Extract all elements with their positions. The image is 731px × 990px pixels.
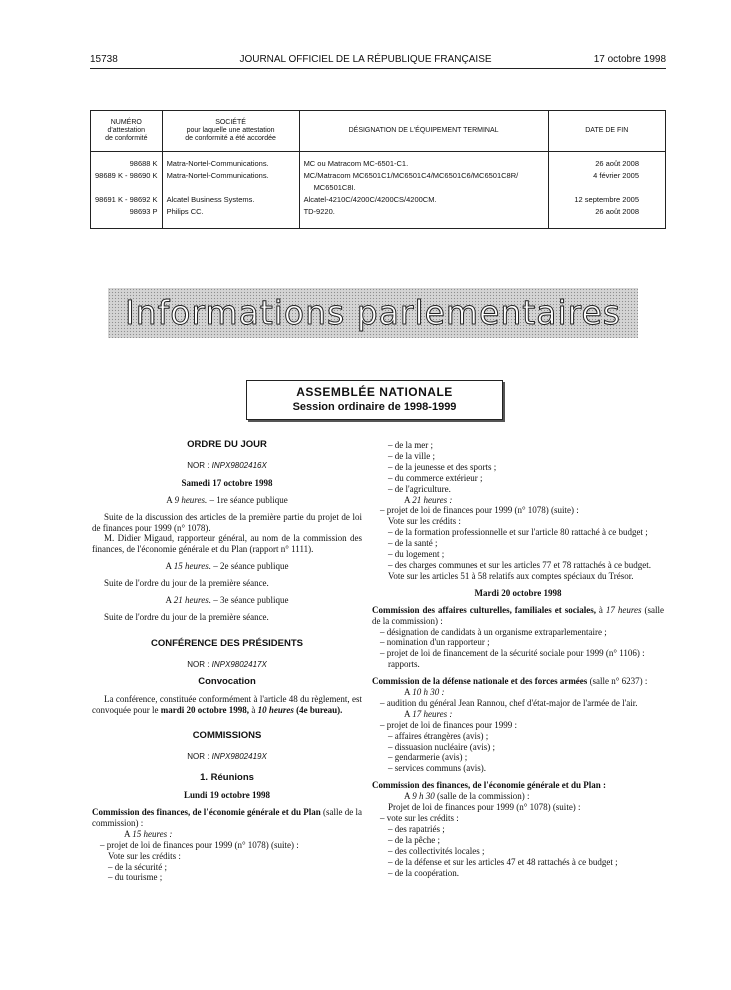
- nor-reference: NOR : INPX9802416X: [187, 460, 267, 470]
- list-item: – projet de loi de finances pour 1999 (n° 1078) (suite) :: [100, 839, 299, 850]
- cell-designations: MC ou Matracom MC-6501-C1. MC/Matracom MC6501C1/MC6501C4/MC6501C6/MC6501C8R/ MC6501C8I. Alcatel-4210C/4200C/4200CS/4200CM. TD-9220.: [299, 152, 548, 229]
- list-item: – projet de loi de finances pour 1999 (n° 1078) (suite) :: [380, 505, 579, 516]
- sitting-second: A 15 heures. – 2e séance publique: [165, 561, 289, 572]
- time-line: A 10 h 30 :: [404, 687, 445, 698]
- list-item: – du logement ;: [388, 549, 445, 560]
- list-item: – de la formation professionnelle et sur l'article 80 rattaché à ce budget ;: [388, 527, 648, 538]
- list-item: – de la mer ;: [388, 440, 433, 450]
- header-date: 17 octobre 1998: [593, 54, 666, 65]
- list-item: – désignation de candidats à un organisme extraparlementaire ;: [380, 626, 607, 637]
- ordre-du-jour-title: ORDRE DU JOUR: [187, 439, 267, 450]
- commission-heading: Commission de la défense nationale et des forces armées (salle n° 6237) :: [372, 676, 648, 687]
- time-line: A 17 heures :: [404, 708, 453, 719]
- list-item: – affaires étrangères (avis) ;: [388, 730, 489, 741]
- convocation-title: Convocation: [198, 675, 256, 687]
- assembly-box: [246, 380, 503, 420]
- paragraph: Suite de la discussion des articles de la première partie du projet de loi de finances pour 1999 (n° 1078).: [92, 511, 362, 533]
- list-item: – du tourisme ;: [108, 872, 163, 883]
- cell-dates-fin: 26 août 2008 4 février 2005 12 septembre 2005 26 août 2008: [548, 152, 665, 229]
- paragraph: Suite de l'ordre du jour de la première séance.: [104, 611, 269, 622]
- time-line: A 15 heures :: [124, 828, 173, 839]
- col-header-designation: DÉSIGNATION DE L'ÉQUIPEMENT TERMINAL: [299, 111, 548, 152]
- list-item: – de l'agriculture.: [388, 483, 451, 494]
- page-number: 15738: [90, 54, 118, 65]
- list-item: – dissuasion nucléaire (avis) ;: [388, 741, 495, 752]
- section-banner: Informations parlementaires: [108, 288, 638, 338]
- list-item: – de la coopération.: [388, 867, 459, 878]
- commission-heading: Commission des affaires culturelles, familiales et sociales, à 17 heures (salle de la commission) :: [372, 604, 664, 626]
- meeting-date: Lundi 19 octobre 1998: [183, 790, 271, 801]
- col-header-numero: NUMÉRO d'attestation de conformité: [91, 111, 163, 152]
- meeting-date: Mardi 20 octobre 1998: [474, 587, 562, 598]
- list-item: Projet de loi de finances pour 1999 (n° 1078) (suite) :: [388, 802, 581, 813]
- list-item: – vote sur les crédits :: [380, 813, 459, 823]
- list-item: Vote sur les crédits :: [108, 850, 181, 861]
- left-column: [92, 440, 362, 883]
- col-header-date-fin: DATE DE FIN: [548, 111, 665, 152]
- cell-numeros: 98688 K 98689 K - 98690 K 98691 K - 98692 K 98693 P: [91, 152, 163, 229]
- time-line: A 21 heures :: [404, 494, 453, 505]
- commission-heading: Commission des finances, de l'économie générale et du Plan (salle de la commission) :: [92, 807, 362, 828]
- paragraph: M. Didier Migaud, rapporteur général, au nom de la commission des finances, de l'économie générale et du Plan (rapport n° 1111).: [92, 533, 362, 555]
- assembly-title: ASSEMBLÉE NATIONALE: [296, 385, 453, 399]
- list-item: – des rapatriés ;: [388, 823, 445, 834]
- table-header-row: [91, 111, 666, 152]
- list-item: Vote sur les crédits :: [388, 516, 461, 527]
- list-item: – de la ville ;: [388, 450, 435, 461]
- conference-title: CONFÉRENCE DES PRÉSIDENTS: [150, 637, 304, 649]
- list-item: – projet de loi de financement de la sécurité sociale pour 1999 (n° 1106) : rapports.: [380, 648, 645, 670]
- list-item: – projet de loi de finances pour 1999 :: [380, 719, 517, 730]
- commission-heading: Commission des finances, de l'économie générale et du Plan :: [372, 780, 606, 791]
- commissions-title: COMMISSIONS: [192, 730, 262, 742]
- paragraph: Suite de l'ordre du jour de la première séance.: [104, 578, 269, 589]
- table-row: [91, 152, 666, 229]
- col-header-societe: SOCIÉTÉ pour laquelle une attestation de conformité a été accordée: [162, 111, 299, 152]
- list-item: – nomination d'un rapporteur ;: [380, 637, 490, 648]
- list-item: – audition du général Jean Rannou, chef d'état-major de l'armée de l'air.: [380, 697, 638, 708]
- header-rule: [90, 68, 666, 69]
- time-line: A 9 h 30 (salle de la commission) :: [404, 791, 530, 802]
- convocation-paragraph: La conférence, constituée conformément à l'article 48 du règlement, est convoquée pour le mardi 20 octobre 1998, à 10 heures (4e bureau).: [92, 693, 362, 715]
- list-item: – du commerce extérieur ;: [388, 472, 483, 483]
- equipment-table: [90, 110, 666, 229]
- right-column: [372, 440, 664, 878]
- journal-title: JOURNAL OFFICIEL DE LA RÉPUBLIQUE FRANÇAISE: [239, 54, 492, 65]
- nor-reference: NOR : INPX9802419X: [187, 752, 267, 762]
- reunions-title: 1. Réunions: [200, 772, 254, 784]
- list-item: – de la santé ;: [388, 538, 438, 549]
- list-item: – des charges communes et sur les articles 77 et 78 rattachés à ce budget.: [388, 559, 651, 570]
- list-item: – gendarmerie (avis) ;: [388, 752, 468, 763]
- list-item: – de la défense et sur les articles 47 et 48 rattachés à ce budget ;: [388, 856, 618, 867]
- cell-societes: Matra-Nortel-Communications. Matra-Nortel-Communications. Alcatel Business Systems. Philips CC.: [162, 152, 299, 229]
- sitting-third: A 21 heures. – 3e séance publique: [165, 595, 289, 606]
- list-item: Vote sur les articles 51 à 58 relatifs aux comptes spéciaux du Trésor.: [388, 570, 634, 581]
- assembly-session: Session ordinaire de 1998-1999: [292, 401, 457, 413]
- nor-reference: NOR : INPX9802417X: [187, 659, 267, 669]
- list-item: – services communs (avis).: [388, 763, 486, 774]
- sitting-date: Samedi 17 octobre 1998: [181, 477, 273, 488]
- list-item: – de la jeunesse et des sports ;: [388, 461, 497, 472]
- list-item: – de la pêche ;: [388, 834, 440, 845]
- list-item: – de la sécurité ;: [108, 861, 167, 872]
- sitting-first: A 9 heures. – 1re séance publique: [166, 494, 288, 505]
- list-item: – des collectivités locales ;: [388, 845, 485, 856]
